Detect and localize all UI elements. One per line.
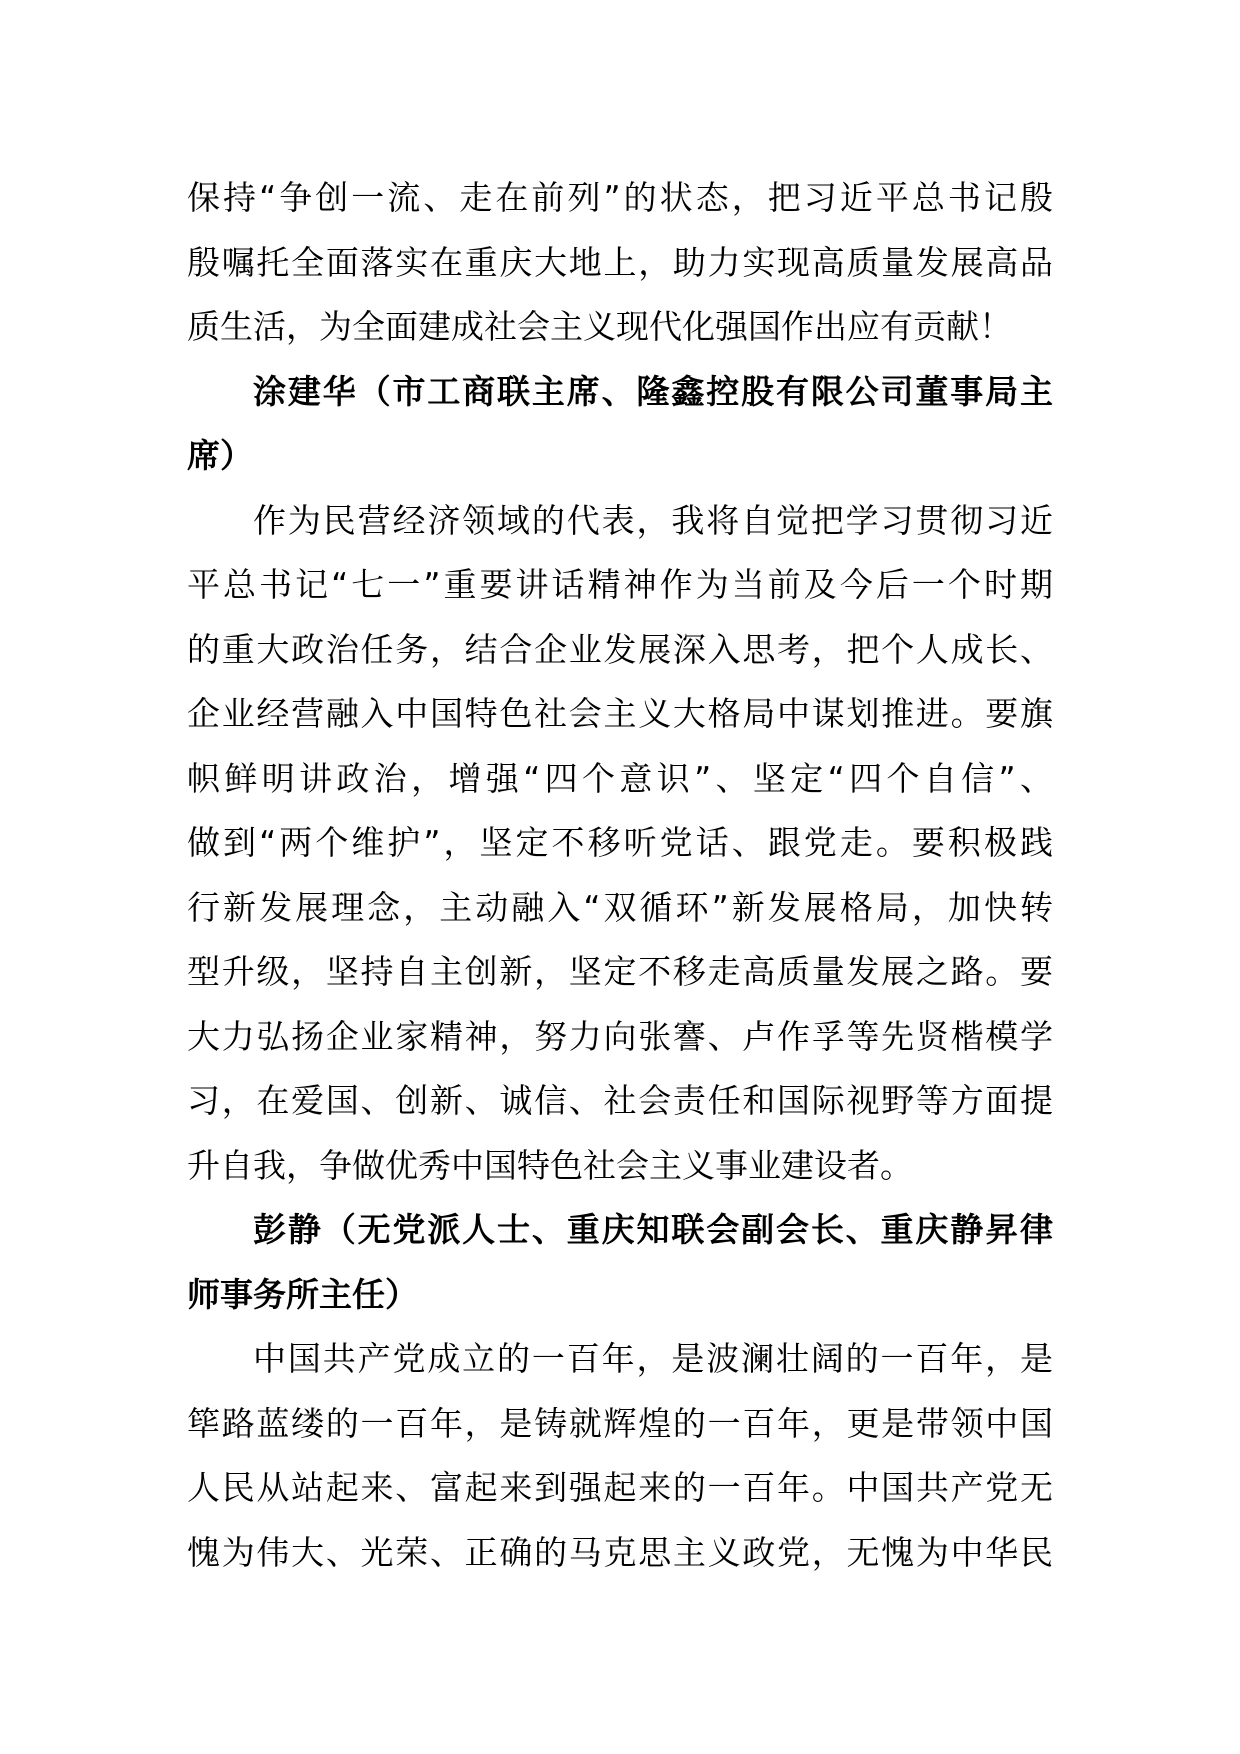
document-page [187,166,1053,1585]
text-line: 涂建华（市工商联主席、隆鑫控股有限公司董事局主 [253,371,1053,411]
text-line: 做到“两个维护”，坚定不移听党话、跟党走。要积极践 [187,823,1053,862]
speaker-heading [187,360,1053,425]
text-line: 平总书记“七一”重要讲话精神作为当前及今后一个时期 [187,565,1053,604]
text-line: 愧为伟大、光荣、正确的马克思主义政党，无愧为中华民 [187,1532,1053,1572]
body-paragraph [187,1392,1053,1586]
text-line: 师事务所主任） [187,1274,418,1314]
text-line: 质生活，为全面建成社会主义现代化强国作出应有贡献！ [187,307,1012,346]
text-line: 帜鲜明讲政治，增强“四个意识”、坚定“四个自信”、 [187,758,1053,798]
text-line: 人民从站起来、富起来到强起来的一百年。中国共产党无 [187,1468,1053,1507]
body-paragraph-end [187,295,1053,360]
text-line: 升自我，争做优秀中国特色社会主义事业建设者。 [187,1145,913,1185]
text-line: 殷嘱托全面落实在重庆大地上，助力实现高质量发展高品 [187,242,1053,282]
text-line: 企业经营融入中国特色社会主义大格局中谋划推进。要旗 [187,694,1053,733]
text-line: 习，在爱国、创新、诚信、社会责任和国际视野等方面提 [187,1081,1053,1120]
speaker-heading-end [187,424,1053,489]
body-paragraph [187,553,1053,1134]
text-line: 彭静（无党派人士、重庆知联会副会长、重庆静昇律 [253,1210,1053,1249]
body-paragraph-end [187,1134,1053,1199]
text-line: 型升级，坚持自主创新，坚定不移走高质量发展之路。要 [187,952,1053,991]
speaker-heading-end [187,1263,1053,1328]
text-line: 行新发展理念，主动融入“双循环”新发展格局，加快转 [187,887,1053,927]
text-line: 的重大政治任务，结合企业发展深入思考，把个人成长、 [187,629,1053,669]
body-paragraph [187,166,1053,295]
text-line: 大力弘扬企业家精神，努力向张謇、卢作孚等先贤楷模学 [187,1016,1053,1056]
body-paragraph [187,489,1053,554]
text-line: 席） [187,436,253,475]
text-line: 中国共产党成立的一百年，是波澜壮阔的一百年，是 [253,1339,1053,1378]
speaker-heading [187,1198,1053,1263]
body-paragraph [187,1327,1053,1392]
text-line: 保持“争创一流、走在前列”的状态，把习近平总书记殷 [187,178,1053,217]
text-line: 筚路蓝缕的一百年，是铸就辉煌的一百年，更是带领中国 [187,1403,1053,1443]
text-line: 作为民营经济领域的代表，我将自觉把学习贯彻习近 [253,500,1053,540]
